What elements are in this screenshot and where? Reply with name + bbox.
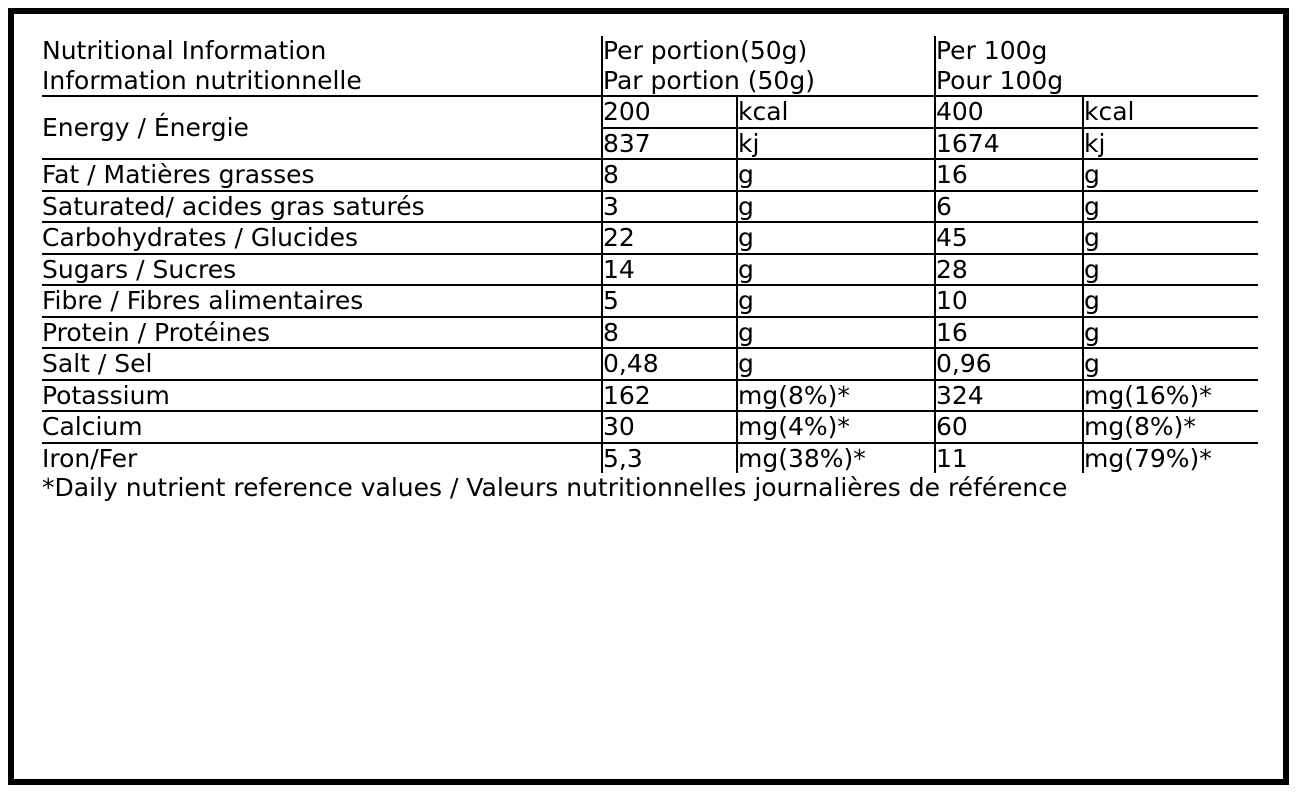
per-100g-english: Per 100g (936, 36, 1048, 65)
row-label: Fat / Matières grasses (42, 159, 602, 191)
row-label: Salt / Sel (42, 348, 602, 380)
table-row (42, 285, 1258, 317)
row-unit-portion: mg(8%)* (737, 380, 935, 412)
row-unit-100g: g (1083, 285, 1258, 317)
row-value-100g: 400 (935, 96, 1083, 128)
row-unit-100g: mg(8%)* (1083, 411, 1258, 443)
header-title-cell (42, 36, 602, 96)
row-value-portion: 200 (602, 96, 737, 128)
per-100g-french: Pour 100g (936, 65, 1064, 95)
row-value-100g: 11 (935, 443, 1083, 474)
row-value-100g: 10 (935, 285, 1083, 317)
row-label: Saturated/ acides gras saturés (42, 191, 602, 223)
row-value-100g: 60 (935, 411, 1083, 443)
row-unit-100g: g (1083, 159, 1258, 191)
row-value-portion: 162 (602, 380, 737, 412)
row-unit-portion: g (737, 191, 935, 223)
row-value-100g: 16 (935, 317, 1083, 349)
table-row (42, 348, 1258, 380)
table-row (42, 191, 1258, 223)
row-value-100g: 324 (935, 380, 1083, 412)
row-unit-portion: g (737, 317, 935, 349)
row-value-portion: 8 (602, 159, 737, 191)
row-value-portion: 8 (602, 317, 737, 349)
row-label: Energy / Énergie (42, 96, 602, 159)
row-unit-100g: g (1083, 222, 1258, 254)
row-unit-portion: kj (737, 128, 935, 160)
row-unit-100g: mg(79%)* (1083, 443, 1258, 474)
row-value-100g: 0,96 (935, 348, 1083, 380)
table-row (42, 254, 1258, 286)
header-per-portion-cell (602, 36, 935, 96)
row-label: Calcium (42, 411, 602, 443)
nutrition-label-inner (42, 36, 1258, 764)
row-value-100g: 1674 (935, 128, 1083, 160)
table-row (42, 96, 1258, 128)
row-unit-100g: kcal (1083, 96, 1258, 128)
per-portion-french: Par portion (50g) (603, 65, 815, 95)
row-unit-100g: kj (1083, 128, 1258, 160)
row-unit-portion: g (737, 222, 935, 254)
row-unit-portion: g (737, 285, 935, 317)
row-value-portion: 30 (602, 411, 737, 443)
row-value-portion: 3 (602, 191, 737, 223)
row-unit-100g: g (1083, 254, 1258, 286)
row-unit-portion: kcal (737, 96, 935, 128)
row-value-100g: 6 (935, 191, 1083, 223)
nutrition-table (42, 36, 1258, 503)
row-unit-100g: g (1083, 348, 1258, 380)
row-value-100g: 45 (935, 222, 1083, 254)
row-unit-100g: mg(16%)* (1083, 380, 1258, 412)
row-label: Iron/Fer (42, 443, 138, 473)
row-label: Protein / Protéines (42, 317, 602, 349)
row-label: Potassium (42, 380, 602, 412)
title-french: Information nutritionnelle (42, 65, 362, 95)
row-value-100g: 28 (935, 254, 1083, 286)
row-value-portion: 14 (602, 254, 737, 286)
row-value-portion: 5,3 (602, 443, 737, 474)
table-row (42, 159, 1258, 191)
table-row (42, 222, 1258, 254)
footnote-row (42, 473, 1258, 503)
row-unit-portion: mg(4%)* (737, 411, 935, 443)
row-unit-portion: g (737, 348, 935, 380)
row-value-portion: 5 (602, 285, 737, 317)
per-portion-english: Per portion(50g) (603, 36, 808, 65)
row-unit-100g: g (1083, 191, 1258, 223)
row-label: Carbohydrates / Glucides (42, 222, 602, 254)
row-value-portion: 22 (602, 222, 737, 254)
row-unit-100g: g (1083, 317, 1258, 349)
title-english: Nutritional Information (42, 36, 327, 65)
table-row (42, 443, 1258, 474)
table-row (42, 411, 1258, 443)
row-value-portion: 837 (602, 128, 737, 160)
footnote-text: *Daily nutrient reference values / Valeurs nutritionnelles journalières de référence (42, 473, 1068, 502)
row-label: Sugars / Sucres (42, 254, 602, 286)
table-row (42, 317, 1258, 349)
row-unit-portion: g (737, 159, 935, 191)
table-header-row (42, 36, 1258, 96)
table-row (42, 380, 1258, 412)
row-value-portion: 0,48 (602, 348, 737, 380)
nutrition-label-panel (8, 8, 1289, 785)
row-unit-portion: g (737, 254, 935, 286)
row-unit-portion: mg(38%)* (737, 443, 935, 474)
row-value-100g: 16 (935, 159, 1083, 191)
header-per-100g-cell (935, 36, 1258, 96)
row-label: Fibre / Fibres alimentaires (42, 285, 602, 317)
